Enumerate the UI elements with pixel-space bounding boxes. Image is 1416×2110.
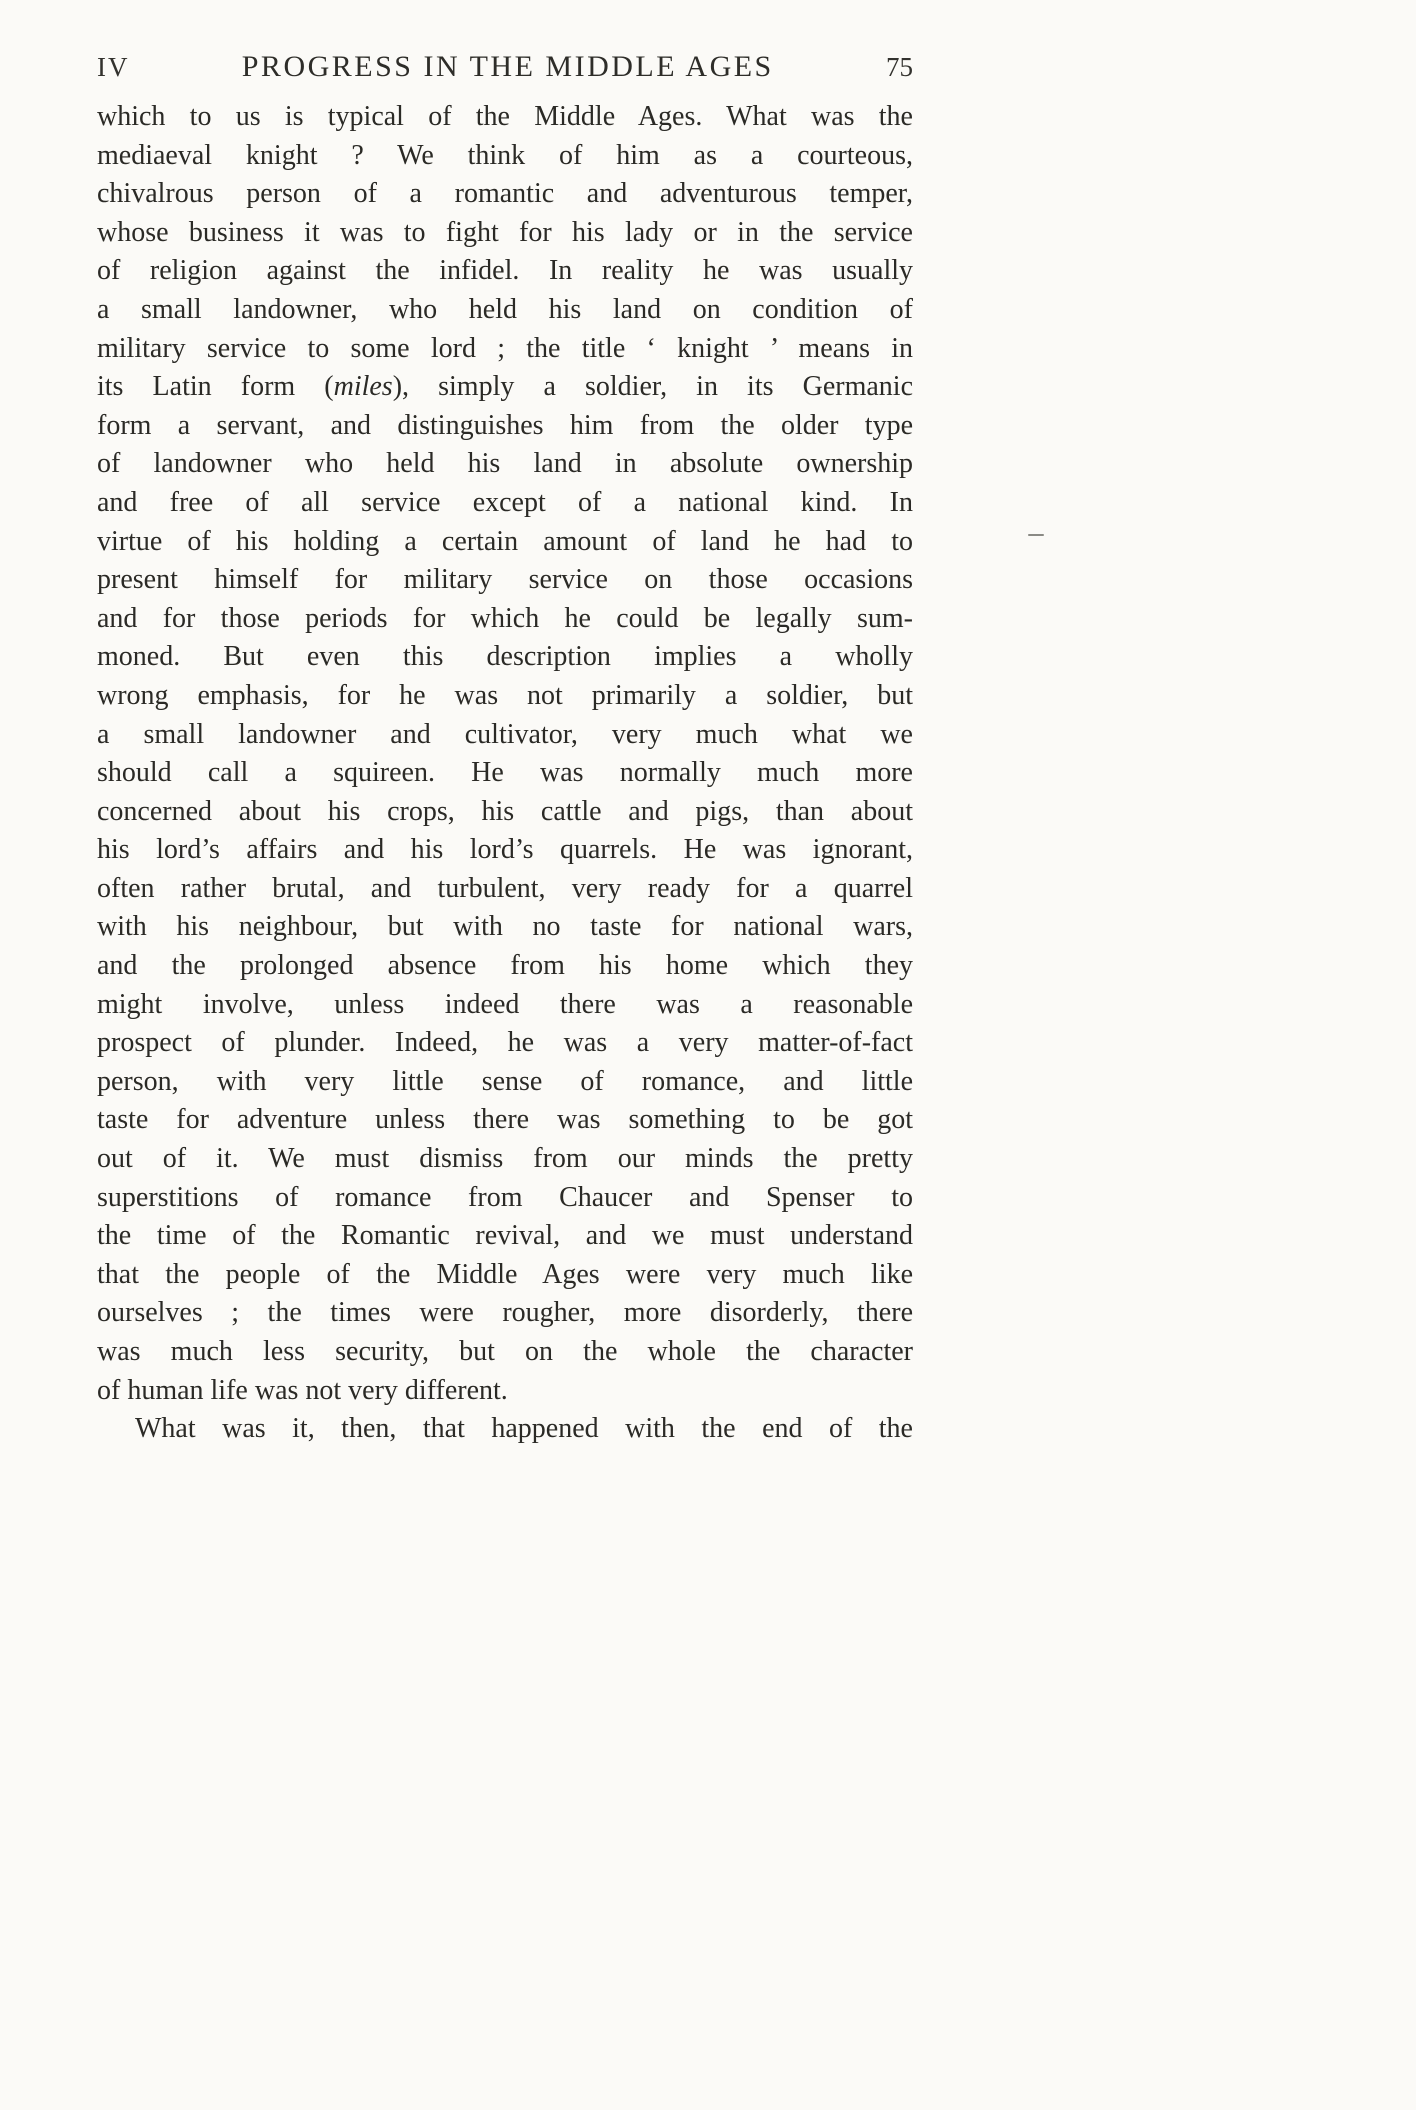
text-segment: was much less security, but on the whole the character	[97, 1336, 913, 1367]
text-segment: whose business it was to fight for his lady or in the service	[97, 216, 913, 248]
text-segment: superstitions of romance from Chaucer and Spenser to	[97, 1181, 913, 1213]
text-line	[97, 1410, 913, 1449]
text-line	[97, 793, 913, 832]
scan-artifact-mark	[1028, 534, 1044, 536]
text-line	[97, 1063, 913, 1102]
text-segment: which to us is typical of the Middle Ages. What was the	[97, 101, 913, 132]
text-line	[97, 908, 913, 947]
text-segment: of landowner who held his land in absolute ownership	[97, 448, 913, 480]
text-segment: the time of the Romantic revival, and we must understand	[97, 1220, 913, 1252]
text-line	[97, 1372, 913, 1411]
text-line	[97, 214, 913, 253]
text-line	[97, 137, 913, 176]
text-segment: with his neighbour, but with no taste for national wars,	[97, 911, 913, 943]
text-segment: ourselves ; the times were rougher, more disorderly, there	[97, 1297, 913, 1329]
text-segment: a small landowner and cultivator, very much what we	[97, 718, 913, 750]
text-segment: a small landowner, who held his land on condition of	[97, 293, 913, 325]
text-segment: mediaeval knight ? We think of him as a courteous,	[97, 139, 913, 171]
text-line	[97, 98, 913, 137]
text-line	[97, 175, 913, 214]
text-segment: What was it, then, that happened with the end of the	[135, 1413, 913, 1445]
text-segment: form a servant, and distinguishes him from the older type	[97, 409, 913, 441]
text-segment: of human life was not very different.	[97, 1374, 508, 1406]
text-line	[97, 1101, 913, 1140]
text-line	[97, 677, 913, 716]
text-line	[97, 870, 913, 909]
text-segment: virtue of his holding a certain amount of land he had to	[97, 525, 913, 557]
text-segment: and for those periods for which he could be legally sum-	[97, 602, 913, 634]
chapter-number: IV	[97, 52, 130, 82]
text-line	[97, 1333, 913, 1372]
text-line	[97, 1294, 913, 1333]
text-line	[97, 291, 913, 330]
text-segment: present himself for military service on those occasions	[97, 564, 913, 596]
text-line	[97, 986, 913, 1025]
text-segment: taste for adventure unless there was something to be got	[97, 1104, 913, 1136]
text-line	[97, 407, 913, 446]
text-segment: chivalrous person of a romantic and adventurous temper,	[97, 178, 913, 210]
text-segment: military service to some lord ; the title ‘ knight ’ means in	[97, 332, 913, 364]
text-segment: wrong emphasis, for he was not primarily a soldier, but	[97, 679, 913, 711]
text-line	[97, 252, 913, 291]
text-segment: ), simply a soldier, in its Germanic	[392, 371, 913, 403]
text-line	[97, 716, 913, 755]
text-segment: of religion against the infidel. In reality he was usually	[97, 255, 913, 287]
text-line	[97, 561, 913, 600]
text-segment: might involve, unless indeed there was a reasonable	[97, 988, 913, 1020]
page-header	[97, 50, 913, 84]
page-number: 75	[886, 52, 913, 82]
text-line	[97, 754, 913, 793]
text-line	[97, 947, 913, 986]
text-segment: his lord’s affairs and his lord’s quarrels. He was ignorant,	[97, 834, 913, 866]
text-line	[97, 1140, 913, 1179]
text-segment: out of it. We must dismiss from our minds the pretty	[97, 1143, 913, 1175]
text-line	[97, 831, 913, 870]
text-segment: prospect of plunder. Indeed, he was a very matter-of-fact	[97, 1027, 913, 1059]
text-line	[97, 1217, 913, 1256]
text-segment: and the prolonged absence from his home which they	[97, 950, 913, 982]
italic-text: miles	[333, 371, 393, 403]
text-line	[97, 1179, 913, 1218]
text-line	[97, 638, 913, 677]
text-segment: moned. But even this description implies a wholly	[97, 641, 913, 673]
text-segment: its Latin form (	[97, 371, 334, 403]
text-segment: should call a squireen. He was normally much more	[97, 757, 913, 789]
page-body	[97, 98, 913, 1449]
text-segment: concerned about his crops, his cattle and pigs, than about	[97, 795, 913, 827]
text-line	[97, 523, 913, 562]
running-title: PROGRESS IN THE MIDDLE AGES	[241, 50, 774, 83]
text-line	[97, 484, 913, 523]
text-line	[97, 445, 913, 484]
text-segment: person, with very little sense of romance, and little	[97, 1065, 913, 1097]
text-line	[97, 1024, 913, 1063]
text-segment: often rather brutal, and turbulent, very ready for a quarrel	[97, 872, 913, 904]
text-segment: that the people of the Middle Ages were very much like	[97, 1258, 913, 1290]
text-line	[97, 330, 913, 369]
text-line	[97, 1256, 913, 1295]
text-segment: and free of all service except of a national kind. In	[97, 486, 913, 518]
text-line	[97, 600, 913, 639]
book-page	[97, 0, 913, 1449]
text-line	[97, 368, 913, 407]
